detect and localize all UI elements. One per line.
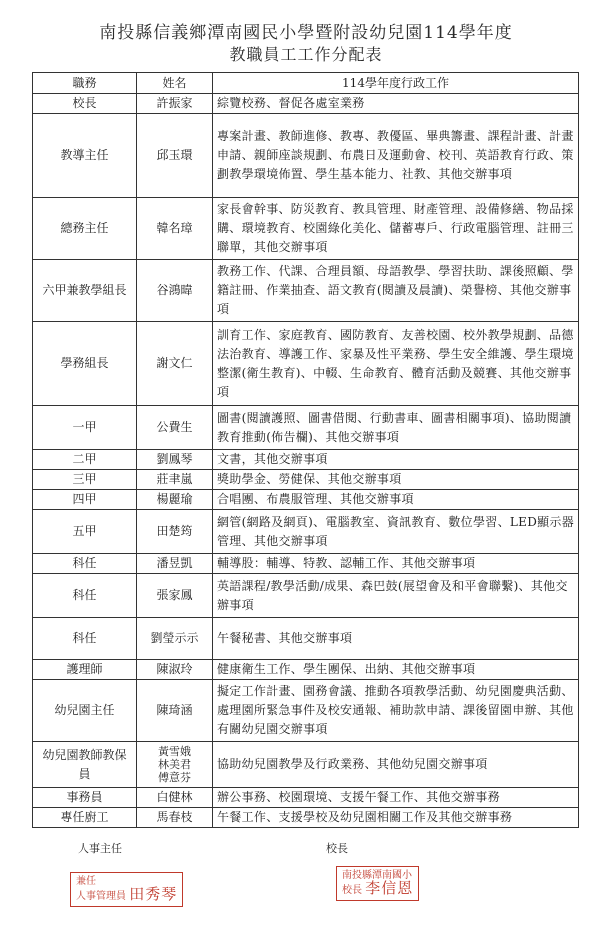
role-cell: 專任廚工	[33, 808, 137, 828]
table-row	[33, 490, 579, 510]
work-cell: 圖書(閱讀護照、圖書借閱、行動書車、圖書相關事項)、協助閱讀教育推動(佈告欄)、其他交辦事項	[213, 406, 579, 450]
name-line: 黃雪娥	[158, 745, 191, 758]
name-cell: 邱玉環	[137, 114, 213, 198]
table-row	[33, 808, 579, 828]
work-cell: 午餐工作、支援學校及幼兒園相關工作及其他交辦事務	[213, 808, 579, 828]
table-row	[33, 470, 579, 490]
work-cell: 擬定工作計畫、園務會議、推動各項教學活動、幼兒園慶典活動、處理園所緊急事件及校安通報、補助款申請、課後留園申辦、其他有關幼兒園交辦事項	[213, 680, 579, 742]
table-row	[33, 788, 579, 808]
table-row	[33, 554, 579, 574]
hr-stamp-name: 田秀琴	[129, 885, 178, 903]
name-cell: 田楚筠	[137, 510, 213, 554]
role-cell: 五甲	[33, 510, 137, 554]
work-cell: 協助幼兒園教學及行政業務、其他幼兒園交辦事項	[213, 742, 579, 788]
role-cell: 護理師	[33, 660, 137, 680]
table-row	[33, 680, 579, 742]
hr-stamp-sub: 人事管理員	[76, 891, 126, 902]
role-cell: 科任	[33, 574, 137, 618]
name-line: 林美君	[158, 758, 191, 771]
header-work: 114學年度行政工作	[213, 73, 579, 94]
name-cell: 張家鳳	[137, 574, 213, 618]
name-cell: 陳琦涵	[137, 680, 213, 742]
document-subtitle: 教職員工工作分配表	[229, 45, 383, 64]
work-cell: 綜覽校務、督促各處室業務	[213, 94, 579, 114]
work-cell: 文書，其他交辦事項	[213, 450, 579, 470]
role-cell: 科任	[33, 618, 137, 660]
name-cell: 劉鳳琴	[137, 450, 213, 470]
work-cell: 辦公事務、校園環境、支援午餐工作、其他交辦事務	[213, 788, 579, 808]
name-cell: 馬春枝	[137, 808, 213, 828]
table-header-row	[33, 73, 579, 94]
name-cell	[137, 742, 213, 788]
work-cell: 午餐秘書、其他交辦事項	[213, 618, 579, 660]
table-row	[33, 198, 579, 260]
table-row	[33, 406, 579, 450]
principal-label: 校長	[326, 842, 348, 855]
role-cell: 六甲兼教學組長	[33, 260, 137, 322]
hr-director-label: 人事主任	[78, 842, 122, 855]
table-row	[33, 322, 579, 406]
principal-stamp-sub: 校長	[342, 885, 362, 896]
table-row	[33, 618, 579, 660]
role-cell: 幼兒園主任	[33, 680, 137, 742]
work-cell: 專案計畫、教師進修、教專、教優區、畢典籌畫、課程計畫、計畫申請、親師座談規劃、布農日及運動會、校刊、英語教育行政、策劃教學環境佈置、學生基本能力、社教、其他交辦事項	[213, 114, 579, 198]
table-row	[33, 260, 579, 322]
table-row	[33, 114, 579, 198]
work-cell: 教務工作、代課、合理員額、母語教學、學習扶助、課後照顧、學籍註冊、作業抽查、語文教育(閱讀及晨讀)、榮譽榜、其他交辦事項	[213, 260, 579, 322]
name-cell: 韓名璋	[137, 198, 213, 260]
name-cell: 白健林	[137, 788, 213, 808]
role-cell: 校長	[33, 94, 137, 114]
table-row	[33, 450, 579, 470]
role-cell: 學務組長	[33, 322, 137, 406]
name-cell: 楊麗瑜	[137, 490, 213, 510]
role-cell: 科任	[33, 554, 137, 574]
name-cell: 劉瑩示示	[137, 618, 213, 660]
name-cell: 公費生	[137, 406, 213, 450]
hr-stamp-top: 兼任	[76, 876, 96, 887]
name-cell: 許振家	[137, 94, 213, 114]
role-cell: 三甲	[33, 470, 137, 490]
table-row	[33, 94, 579, 114]
role-cell: 總務主任	[33, 198, 137, 260]
work-cell: 家長會幹事、防災教育、教具管理、財產管理、設備修繕、物品採購、環境教育、校園綠化美化、儲蓄專戶、行政電腦管理、註冊三聯單，其他交辦事項	[213, 198, 579, 260]
table-row	[33, 574, 579, 618]
hr-seal-stamp	[70, 872, 183, 907]
role-cell: 事務員	[33, 788, 137, 808]
table-row	[33, 510, 579, 554]
work-cell: 輔導股：輔導、特教、認輔工作、其他交辦事項	[213, 554, 579, 574]
name-cell: 谷鴻暐	[137, 260, 213, 322]
duty-table	[32, 72, 579, 828]
work-cell: 訓育工作、家庭教育、國防教育、友善校園、校外教學規劃、品德法治教育、導護工作、家暴及性平業務、學生安全維護、學生環境整潔(衛生教育)、中輟、生命教育、體育活動及競賽、其他交辦事項	[213, 322, 579, 406]
header-role: 職務	[33, 73, 137, 94]
work-cell: 英語課程/教學活動/成果、森巴鼓(展望會及和平會聯繫)、其他交辦事項	[213, 574, 579, 618]
document-title: 南投縣信義鄉潭南國民小學暨附設幼兒園114學年度	[99, 23, 513, 43]
table-row	[33, 742, 579, 788]
work-cell: 合唱團、布農服管理、其他交辦事項	[213, 490, 579, 510]
role-cell: 四甲	[33, 490, 137, 510]
work-cell: 網管(網路及網頁)、電腦教室、資訊教育、數位學習、LED顯示器管理、其他交辦事項	[213, 510, 579, 554]
role-cell: 一甲	[33, 406, 137, 450]
role-cell: 幼兒園教師教保員	[33, 742, 137, 788]
name-cell: 莊聿嵐	[137, 470, 213, 490]
principal-seal-stamp	[336, 866, 419, 901]
name-cell: 潘昱凱	[137, 554, 213, 574]
principal-stamp-name: 李信恩	[365, 879, 414, 897]
name-cell: 謝文仁	[137, 322, 213, 406]
work-cell: 獎助學金、勞健保、其他交辦事項	[213, 470, 579, 490]
header-name: 姓名	[137, 73, 213, 94]
name-line: 傅意芬	[158, 771, 191, 784]
principal-stamp-top: 南投縣潭南國小	[342, 870, 412, 881]
role-cell: 教導主任	[33, 114, 137, 198]
name-cell: 陳淑玲	[137, 660, 213, 680]
work-cell: 健康衛生工作、學生團保、出納、其他交辦事項	[213, 660, 579, 680]
table-row	[33, 660, 579, 680]
role-cell: 二甲	[33, 450, 137, 470]
